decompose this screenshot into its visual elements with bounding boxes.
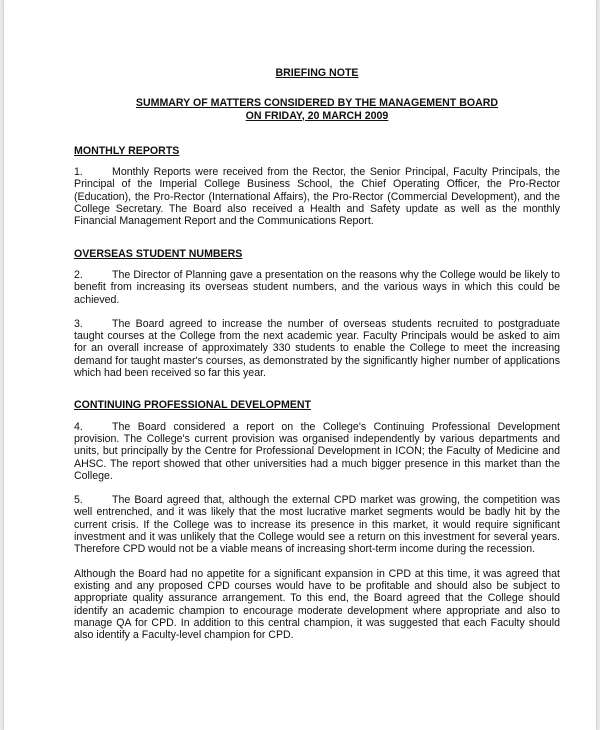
section-heading: OVERSEAS STUDENT NUMBERS bbox=[74, 247, 243, 260]
paragraph-5 bbox=[74, 494, 560, 555]
section-continuing-professional-development bbox=[74, 399, 560, 641]
document-subtitle bbox=[74, 97, 560, 122]
paragraph-number: 2. bbox=[74, 268, 83, 281]
subtitle-line-2: ON FRIDAY, 20 MARCH 2009 bbox=[245, 109, 389, 122]
document-page bbox=[4, 0, 596, 730]
paragraph-number: 3. bbox=[74, 317, 83, 330]
paragraph-text: The Director of Planning gave a presentation on the reasons why the College would be likely to benefit from increasing its overseas student numbers, and the various ways in which this could be achieved. bbox=[74, 268, 560, 306]
section-overseas-student-numbers bbox=[74, 248, 560, 380]
paragraph-text: The Board considered a report on the College's Continuing Professional Development provision. The College's current provision was organised independently by various departments and units, but principally by the Centre for Professional Development in ICON; the Faculty of Medicine and AHSC. The report showed that other universities had a much bigger presence in this market than the College. bbox=[74, 420, 560, 482]
paragraph-text: The Board agreed that, although the external CPD market was growing, the competition was well entrenched, and it was likely that the most lucrative market segments would be badly hit by the current crisis. If the College was to increase its presence in this market, it would require significant investment and it was unlikely that the College would see a return on this investment for several years. Therefore CPD would not be a viable means of increasing short-term income during the recession. bbox=[74, 494, 560, 556]
paragraph-3 bbox=[74, 318, 560, 379]
paragraph-number: 5. bbox=[74, 494, 83, 507]
subtitle-line-1: SUMMARY OF MATTERS CONSIDERED BY THE MANAGEMENT BOARD bbox=[135, 97, 499, 110]
paragraph-4 bbox=[74, 421, 560, 482]
paragraph-number: 1. bbox=[74, 166, 83, 179]
section-monthly-reports bbox=[74, 145, 560, 228]
paragraph-text: Monthly Reports were received from the Rector, the Senior Principal, Faculty Principals, the Principal of the Imperial College Business School, the Chief Operating Officer, the Pro-Rector (Education), the Pro-Rector (International Affairs), the Pro-Rector (Commercial Development), and the College Secretary. The Board also received a Health and Safety update as well as the monthly Financial Management Report and the Communications Report. bbox=[74, 166, 560, 228]
paragraph-1 bbox=[74, 166, 560, 227]
paragraph-text: The Board agreed to increase the number of overseas students recruited to postgraduate taught courses at the College from the next academic year. Faculty Principals would be asked to aim for an overall increase of approximately 330 students to enable the College to meet the increasing demand for taught master's courses, as demonstrated by the significantly higher number of applications which had been received so far this year. bbox=[74, 317, 560, 380]
section-heading: MONTHLY REPORTS bbox=[74, 144, 180, 157]
paragraph-5-continued bbox=[74, 568, 560, 642]
paragraph-2 bbox=[74, 269, 560, 306]
paragraph-text: Although the Board had no appetite for a significant expansion in CPD at this time, it was agreed that existing and any proposed CPD courses would have to be profitable and should also be subject to appropriate quality assurance arrangement. To this end, the Board agreed that the College should identify an academic champion to encourage moderate development where appropriate and also to manage QA for CPD. In addition to this central champion, it was suggested that each Faculty should also identify a Faculty-level champion for CPD. bbox=[74, 567, 560, 642]
document-title: BRIEFING NOTE bbox=[275, 67, 359, 79]
section-heading: CONTINUING PROFESSIONAL DEVELOPMENT bbox=[74, 399, 312, 412]
document-content bbox=[74, 67, 560, 653]
paragraph-number: 4. bbox=[74, 420, 83, 433]
